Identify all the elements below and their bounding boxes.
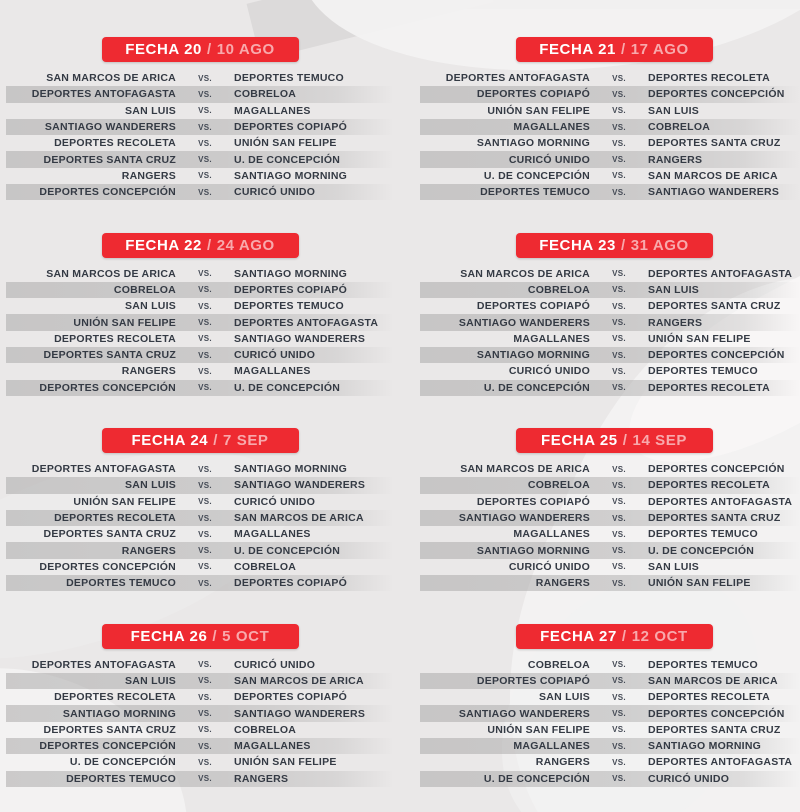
match-row <box>420 754 800 770</box>
home-team: DEPORTES ANTOFAGASTA <box>31 463 176 476</box>
match-row <box>6 266 394 282</box>
home-team: DEPORTES RECOLETA <box>54 137 176 150</box>
away-team: DEPORTES TEMUCO <box>648 365 758 378</box>
home-team: SAN LUIS <box>124 104 176 117</box>
vs-label: VS. <box>612 725 626 735</box>
match-row <box>6 722 394 738</box>
round-separator: / <box>206 41 212 58</box>
away-team: DEPORTES SANTA CRUZ <box>648 137 781 150</box>
round-date: 31 AGO <box>630 236 689 254</box>
round-header <box>516 624 713 649</box>
away-team: U. DE CONCEPCIÓN <box>234 544 341 557</box>
round-block-fecha-22 <box>0 196 400 392</box>
match-row <box>420 542 800 558</box>
round-block-fecha-27 <box>400 587 800 783</box>
home-team: DEPORTES ANTOFAGASTA <box>445 72 590 85</box>
away-team: U. DE CONCEPCIÓN <box>648 544 755 557</box>
round-date: 17 AGO <box>630 41 689 58</box>
home-team: SANTIAGO WANDERERS <box>44 121 176 134</box>
vs-label: VS. <box>198 285 212 295</box>
away-team: DEPORTES ANTOFAGASTA <box>648 756 793 769</box>
match-row <box>420 135 800 151</box>
away-team: CURICÓ UNIDO <box>234 495 316 508</box>
match-row <box>6 738 394 754</box>
away-team: UNIÓN SAN FELIPE <box>234 756 337 769</box>
away-team: COBRELOA <box>234 88 297 101</box>
vs-label: VS. <box>198 334 212 344</box>
home-team: U. DE CONCEPCIÓN <box>483 772 590 785</box>
match-row <box>6 331 394 347</box>
vs-label: VS. <box>612 660 626 670</box>
away-team: DEPORTES TEMUCO <box>234 72 344 85</box>
home-team: COBRELOA <box>527 283 590 296</box>
match-row <box>6 510 394 526</box>
vs-label: VS. <box>612 757 626 767</box>
away-team: DEPORTES RECOLETA <box>648 479 770 492</box>
match-row <box>420 168 800 184</box>
round-block-fecha-25 <box>400 391 800 590</box>
round-separator: / <box>212 627 218 645</box>
vs-label: VS. <box>198 692 212 702</box>
home-team: SANTIAGO MORNING <box>476 544 590 557</box>
away-team: RANGERS <box>234 772 289 785</box>
home-team: SAN LUIS <box>124 479 176 492</box>
round-header <box>516 233 713 258</box>
away-team: SAN MARCOS DE ARICA <box>648 674 778 687</box>
away-team: SAN MARCOS DE ARICA <box>234 674 364 687</box>
vs-label: VS. <box>198 464 212 474</box>
away-team: RANGERS <box>648 153 703 166</box>
home-team: SAN LUIS <box>124 674 176 687</box>
match-row <box>6 86 394 102</box>
home-team: UNIÓN SAN FELIPE <box>73 495 176 508</box>
vs-label: VS. <box>612 318 626 328</box>
match-row <box>420 86 800 102</box>
home-team: SAN MARCOS DE ARICA <box>460 267 590 280</box>
vs-label: VS. <box>198 318 212 328</box>
vs-label: VS. <box>612 187 626 197</box>
away-team: CURICÓ UNIDO <box>234 349 316 362</box>
vs-label: VS. <box>198 171 212 181</box>
home-team: RANGERS <box>535 756 590 769</box>
away-team: DEPORTES CONCEPCIÓN <box>648 463 785 476</box>
away-team: DEPORTES RECOLETA <box>648 381 770 394</box>
vs-label: VS. <box>198 106 212 116</box>
match-row <box>420 673 800 689</box>
home-team: UNIÓN SAN FELIPE <box>487 723 590 736</box>
match-list <box>0 461 400 591</box>
round-title: FECHA 27 <box>540 627 617 645</box>
away-team: SANTIAGO WANDERERS <box>234 707 366 720</box>
match-row <box>6 494 394 510</box>
match-row <box>6 314 394 330</box>
match-list <box>400 70 800 200</box>
away-team: SAN MARCOS DE ARICA <box>648 169 778 182</box>
away-team: UNIÓN SAN FELIPE <box>648 577 751 590</box>
match-row <box>6 103 394 119</box>
away-team: SANTIAGO MORNING <box>234 463 348 476</box>
home-team: CURICÓ UNIDO <box>508 153 590 166</box>
home-team: DEPORTES SANTA CRUZ <box>43 528 176 541</box>
away-team: DEPORTES TEMUCO <box>648 658 758 671</box>
round-block-fecha-21 <box>400 0 800 199</box>
match-row <box>420 477 800 493</box>
away-team: SANTIAGO WANDERERS <box>234 332 366 345</box>
home-team: SANTIAGO MORNING <box>476 349 590 362</box>
away-team: UNIÓN SAN FELIPE <box>234 137 337 150</box>
match-row <box>6 347 394 363</box>
home-team: DEPORTES RECOLETA <box>54 691 176 704</box>
vs-label: VS. <box>198 546 212 556</box>
vs-label: VS. <box>198 301 212 311</box>
round-separator: / <box>620 236 626 254</box>
away-team: DEPORTES COPIAPÓ <box>234 691 348 704</box>
away-team: DEPORTES CONCEPCIÓN <box>648 88 785 101</box>
vs-label: VS. <box>198 529 212 539</box>
match-row <box>420 298 800 314</box>
away-team: DEPORTES COPIAPÓ <box>234 577 348 590</box>
vs-label: VS. <box>198 480 212 490</box>
home-team: UNIÓN SAN FELIPE <box>73 316 176 329</box>
round-date: 24 AGO <box>216 236 275 254</box>
round-title: FECHA 23 <box>539 236 616 254</box>
vs-label: VS. <box>198 578 212 588</box>
match-row <box>420 70 800 86</box>
match-list <box>0 70 400 200</box>
home-team: DEPORTES COPIAPÓ <box>476 300 590 313</box>
match-row <box>420 510 800 526</box>
away-team: DEPORTES COPIAPÓ <box>234 121 348 134</box>
round-title: FECHA 26 <box>130 627 208 645</box>
home-team: SANTIAGO MORNING <box>62 707 176 720</box>
away-team: CURICÓ UNIDO <box>234 186 316 199</box>
home-team: SAN MARCOS DE ARICA <box>46 267 176 280</box>
match-row <box>6 754 394 770</box>
vs-label: VS. <box>612 692 626 702</box>
round-date: 5 OCT <box>222 627 270 645</box>
vs-label: VS. <box>612 89 626 99</box>
home-team: DEPORTES COPIAPÓ <box>476 88 590 101</box>
away-team: CURICÓ UNIDO <box>234 658 316 671</box>
home-team: SAN LUIS <box>124 300 176 313</box>
match-row <box>420 526 800 542</box>
match-row <box>420 151 800 167</box>
round-title: FECHA 24 <box>131 432 209 449</box>
away-team: DEPORTES RECOLETA <box>648 72 770 85</box>
round-header <box>516 37 713 62</box>
home-team: DEPORTES RECOLETA <box>54 512 176 525</box>
vs-label: VS. <box>198 350 212 360</box>
vs-label: VS. <box>612 155 626 165</box>
match-row <box>420 559 800 575</box>
match-row <box>420 461 800 477</box>
away-team: SANTIAGO WANDERERS <box>234 479 366 492</box>
home-team: DEPORTES COPIAPÓ <box>476 495 590 508</box>
home-team: DEPORTES TEMUCO <box>66 772 176 785</box>
vs-label: VS. <box>612 464 626 474</box>
away-team: MAGALLANES <box>234 365 311 378</box>
home-team: COBRELOA <box>527 479 590 492</box>
away-team: DEPORTES CONCEPCIÓN <box>648 349 785 362</box>
away-team: DEPORTES TEMUCO <box>234 300 344 313</box>
vs-label: VS. <box>612 106 626 116</box>
away-team: U. DE CONCEPCIÓN <box>234 153 341 166</box>
away-team: COBRELOA <box>234 560 297 573</box>
home-team: DEPORTES SANTA CRUZ <box>43 723 176 736</box>
home-team: DEPORTES CONCEPCIÓN <box>39 740 176 753</box>
match-row <box>6 771 394 787</box>
away-team: DEPORTES CONCEPCIÓN <box>648 707 785 720</box>
away-team: COBRELOA <box>648 121 711 134</box>
vs-label: VS. <box>612 366 626 376</box>
home-team: UNIÓN SAN FELIPE <box>487 104 590 117</box>
match-row <box>420 103 800 119</box>
vs-label: VS. <box>198 562 212 572</box>
vs-label: VS. <box>612 709 626 719</box>
round-header <box>102 428 299 453</box>
home-team: DEPORTES TEMUCO <box>66 577 176 590</box>
vs-label: VS. <box>198 138 212 148</box>
home-team: U. DE CONCEPCIÓN <box>69 756 176 769</box>
away-team: SANTIAGO WANDERERS <box>648 186 780 199</box>
vs-label: VS. <box>612 497 626 507</box>
vs-label: VS. <box>612 676 626 686</box>
round-header <box>102 624 299 649</box>
vs-label: VS. <box>612 269 626 279</box>
match-row <box>6 168 394 184</box>
round-title: FECHA 20 <box>125 41 202 58</box>
away-team: SAN LUIS <box>648 283 700 296</box>
match-row <box>6 657 394 673</box>
round-block-fecha-20 <box>0 0 400 199</box>
round-separator: / <box>620 41 626 58</box>
match-row <box>6 70 394 86</box>
match-row <box>420 771 800 787</box>
vs-label: VS. <box>198 122 212 132</box>
match-row <box>420 689 800 705</box>
match-list <box>400 266 800 396</box>
away-team: SAN LUIS <box>648 104 700 117</box>
round-header <box>102 37 299 62</box>
vs-label: VS. <box>612 774 626 784</box>
match-row <box>6 298 394 314</box>
vs-label: VS. <box>198 741 212 751</box>
match-row <box>6 135 394 151</box>
vs-label: VS. <box>612 480 626 490</box>
round-date: 7 SEP <box>223 432 269 449</box>
home-team: SANTIAGO WANDERERS <box>458 707 590 720</box>
round-block-fecha-24 <box>0 391 400 590</box>
match-row <box>6 526 394 542</box>
vs-label: VS. <box>612 546 626 556</box>
vs-label: VS. <box>612 529 626 539</box>
match-row <box>420 347 800 363</box>
round-date: 10 AGO <box>216 41 275 58</box>
match-row <box>420 722 800 738</box>
home-team: SANTIAGO WANDERERS <box>458 512 590 525</box>
home-team: RANGERS <box>535 577 590 590</box>
match-row <box>420 657 800 673</box>
match-row <box>420 266 800 282</box>
away-team: SANTIAGO MORNING <box>648 740 762 753</box>
home-team: MAGALLANES <box>513 121 590 134</box>
vs-label: VS. <box>198 497 212 507</box>
match-row <box>6 673 394 689</box>
away-team: SAN LUIS <box>648 560 700 573</box>
home-team: DEPORTES RECOLETA <box>54 332 176 345</box>
round-title: FECHA 21 <box>539 41 616 58</box>
vs-label: VS. <box>198 513 212 523</box>
vs-label: VS. <box>198 774 212 784</box>
round-date: 14 SEP <box>632 432 687 449</box>
match-row <box>420 331 800 347</box>
home-team: MAGALLANES <box>513 740 590 753</box>
away-team: DEPORTES TEMUCO <box>648 528 758 541</box>
away-team: DEPORTES ANTOFAGASTA <box>648 495 793 508</box>
vs-label: VS. <box>612 513 626 523</box>
away-team: SAN MARCOS DE ARICA <box>234 512 364 525</box>
away-team: UNIÓN SAN FELIPE <box>648 332 751 345</box>
away-team: DEPORTES COPIAPÓ <box>234 283 348 296</box>
away-team: SANTIAGO MORNING <box>234 169 348 182</box>
round-header <box>102 233 299 258</box>
away-team: DEPORTES ANTOFAGASTA <box>648 267 793 280</box>
vs-label: VS. <box>612 578 626 588</box>
home-team: U. DE CONCEPCIÓN <box>483 169 590 182</box>
home-team: MAGALLANES <box>513 332 590 345</box>
round-separator: / <box>213 432 218 449</box>
home-team: DEPORTES TEMUCO <box>480 186 590 199</box>
match-row <box>6 151 394 167</box>
round-block-fecha-23 <box>400 196 800 392</box>
away-team: DEPORTES SANTA CRUZ <box>648 512 781 525</box>
home-team: U. DE CONCEPCIÓN <box>483 381 590 394</box>
away-team: MAGALLANES <box>234 528 311 541</box>
vs-label: VS. <box>198 187 212 197</box>
vs-label: VS. <box>612 741 626 751</box>
match-row <box>6 689 394 705</box>
round-title: FECHA 22 <box>125 236 202 254</box>
away-team: U. DE CONCEPCIÓN <box>234 381 341 394</box>
vs-label: VS. <box>198 155 212 165</box>
match-row <box>420 494 800 510</box>
match-row <box>6 119 394 135</box>
match-row <box>6 477 394 493</box>
home-team: DEPORTES COPIAPÓ <box>476 674 590 687</box>
away-team: CURICÓ UNIDO <box>648 772 730 785</box>
match-row <box>6 461 394 477</box>
away-team: DEPORTES SANTA CRUZ <box>648 300 781 313</box>
home-team: CURICÓ UNIDO <box>508 365 590 378</box>
vs-label: VS. <box>612 171 626 181</box>
home-team: DEPORTES SANTA CRUZ <box>43 349 176 362</box>
round-block-fecha-26 <box>0 587 400 783</box>
away-team: RANGERS <box>648 316 703 329</box>
round-date: 12 OCT <box>631 627 688 645</box>
match-row <box>420 363 800 379</box>
match-list <box>400 657 800 787</box>
vs-label: VS. <box>612 122 626 132</box>
home-team: CURICÓ UNIDO <box>508 560 590 573</box>
vs-label: VS. <box>198 89 212 99</box>
home-team: COBRELOA <box>113 283 176 296</box>
vs-label: VS. <box>612 73 626 83</box>
away-team: COBRELOA <box>234 723 297 736</box>
vs-label: VS. <box>612 383 626 393</box>
home-team: DEPORTES CONCEPCIÓN <box>39 560 176 573</box>
vs-label: VS. <box>612 285 626 295</box>
home-team: SAN MARCOS DE ARICA <box>460 463 590 476</box>
vs-label: VS. <box>612 334 626 344</box>
home-team: RANGERS <box>121 169 176 182</box>
vs-label: VS. <box>612 301 626 311</box>
away-team: DEPORTES SANTA CRUZ <box>648 723 781 736</box>
vs-label: VS. <box>198 757 212 767</box>
round-separator: / <box>621 627 627 645</box>
round-separator: / <box>206 236 212 254</box>
home-team: SAN MARCOS DE ARICA <box>46 72 176 85</box>
match-row <box>420 738 800 754</box>
vs-label: VS. <box>612 350 626 360</box>
home-team: SANTIAGO MORNING <box>476 137 590 150</box>
round-separator: / <box>622 432 628 449</box>
away-team: MAGALLANES <box>234 104 311 117</box>
away-team: MAGALLANES <box>234 740 311 753</box>
match-row <box>420 282 800 298</box>
vs-label: VS. <box>198 676 212 686</box>
match-list <box>0 657 400 787</box>
match-list <box>400 461 800 591</box>
match-list <box>0 266 400 396</box>
match-row <box>6 363 394 379</box>
away-team: DEPORTES RECOLETA <box>648 691 770 704</box>
vs-label: VS. <box>198 660 212 670</box>
home-team: DEPORTES CONCEPCIÓN <box>39 381 176 394</box>
match-row <box>6 705 394 721</box>
home-team: COBRELOA <box>527 658 590 671</box>
home-team: SAN LUIS <box>538 691 590 704</box>
away-team: DEPORTES ANTOFAGASTA <box>234 316 379 329</box>
home-team: DEPORTES CONCEPCIÓN <box>39 186 176 199</box>
vs-label: VS. <box>198 73 212 83</box>
vs-label: VS. <box>198 709 212 719</box>
match-row <box>6 282 394 298</box>
match-row <box>420 314 800 330</box>
home-team: RANGERS <box>121 544 176 557</box>
home-team: MAGALLANES <box>513 528 590 541</box>
match-row <box>420 705 800 721</box>
match-row <box>6 542 394 558</box>
home-team: RANGERS <box>121 365 176 378</box>
round-title: FECHA 25 <box>540 432 618 449</box>
vs-label: VS. <box>198 725 212 735</box>
vs-label: VS. <box>198 269 212 279</box>
home-team: SANTIAGO WANDERERS <box>458 316 590 329</box>
round-header <box>516 428 713 453</box>
vs-label: VS. <box>612 138 626 148</box>
vs-label: VS. <box>198 366 212 376</box>
vs-label: VS. <box>612 562 626 572</box>
match-row <box>6 559 394 575</box>
home-team: DEPORTES ANTOFAGASTA <box>31 658 176 671</box>
vs-label: VS. <box>198 383 212 393</box>
away-team: SANTIAGO MORNING <box>234 267 348 280</box>
match-row <box>420 119 800 135</box>
home-team: DEPORTES ANTOFAGASTA <box>31 88 176 101</box>
home-team: DEPORTES SANTA CRUZ <box>43 153 176 166</box>
